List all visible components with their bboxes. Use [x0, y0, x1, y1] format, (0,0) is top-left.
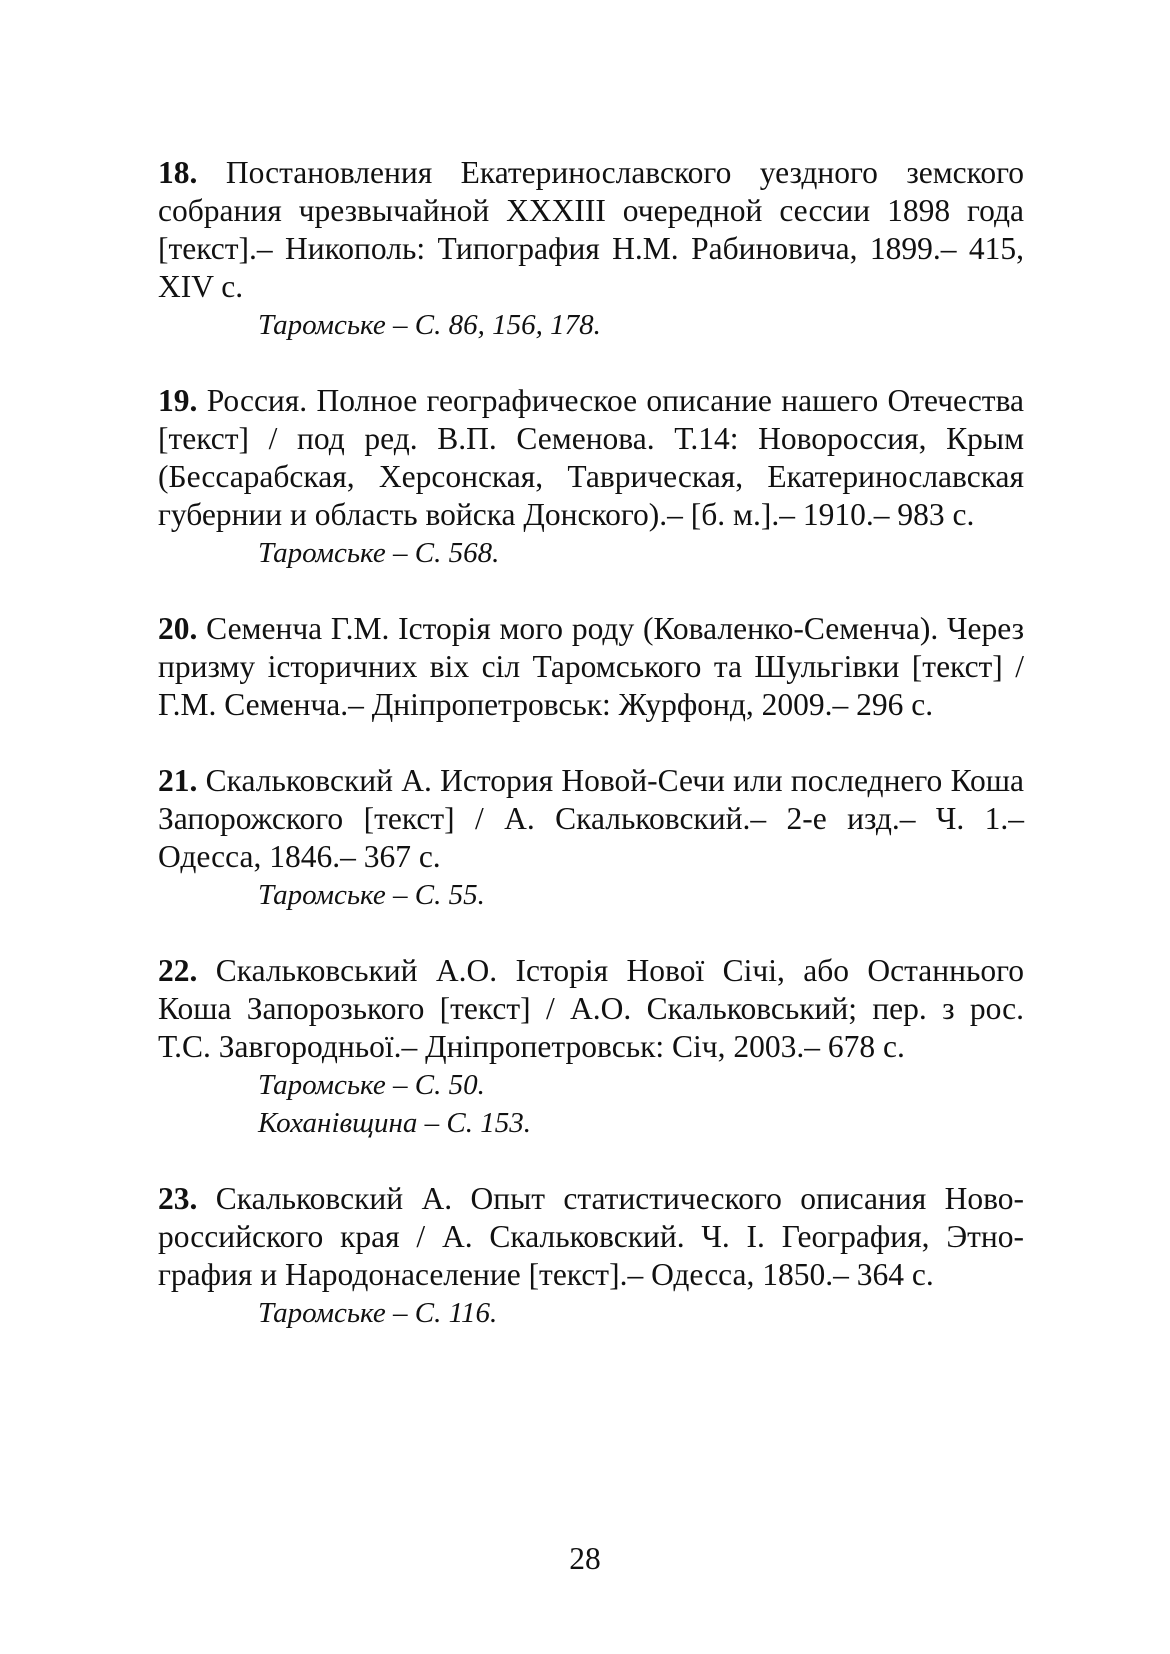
bibliography-entry-20 — [158, 610, 1024, 724]
entry-reference: Коханівщина – С. 153. — [258, 1107, 531, 1139]
entry-reference: Таромське – С. 50. — [258, 1069, 485, 1101]
entry-citation: Скальковский А. История Новой-Сечи или последнего Коша Запорожского [текст] / А. Скальковский.– 2-е изд.– Ч. 1.– Одесса, 1846.– 367 с. — [158, 763, 1024, 874]
entry-citation: Скальковский А. Опыт статистического описания Новороссийского края / А. Скальковский. Ч. І. География, Этнография и Народонаселение [текст].– Одесса, 1850.– 364 с. — [158, 1181, 1025, 1292]
entry-citation: Семенча Г.М. Історія мого роду (Коваленко-Семенча). Через призму історичних віх сіл Таромського та Шульгівки [текст] / Г.М. Семенча.– Дніпропетровськ: Журфонд, 2009.– 296 с. — [158, 611, 1025, 722]
bibliography-entry-23 — [158, 1180, 1024, 1332]
bibliography-entry-22 — [158, 952, 1024, 1142]
entry-citation: Россия. Полное географическое описание нашего Отечества [текст] / под ред. В.П. Семенова. Т.14: Новороссия, Крым (Бессарабская, Херсонская, Таврическая, Екатеринославская губернии и область войска Донского).– [б. м.].– 1910.– 983 с. — [158, 383, 1025, 532]
entry-reference: Таромське – С. 568. — [258, 537, 500, 569]
entry-number: 23. — [158, 1181, 198, 1216]
entry-text — [158, 1180, 1024, 1294]
bibliography-entry-19 — [158, 382, 1024, 572]
entry-reference: Таромське – С. 116. — [258, 1297, 498, 1329]
bibliography-entry-21 — [158, 762, 1024, 914]
entry-reference: Таромське – С. 86, 156, 178. — [258, 309, 601, 341]
entry-text — [158, 610, 1024, 724]
page-number: 28 — [569, 1541, 601, 1576]
bibliography-list — [158, 154, 1024, 1370]
entry-reference: Таромське – С. 55. — [258, 879, 485, 911]
entry-citation: Постановления Екатеринославского уездного земского собрания чрезвычайной XXXIII очередной сессии 1898 года [текст].– Никополь: Типография Н.М. Рабиновича, 1899.– 415, XIV с. — [158, 155, 1024, 304]
entry-text — [158, 762, 1024, 876]
entry-citation: Скальковський А.О. Історія Нової Січі, або Останнього Коша Запорозького [текст] / А.О. Скальковський; пер. з рос. Т.С. Завгородньої.– Дніпропетровськ: Січ, 2003.– 678 с. — [158, 953, 1024, 1064]
entry-number: 20. — [158, 611, 198, 646]
entry-text — [158, 952, 1024, 1066]
bibliography-entry-18 — [158, 154, 1024, 344]
entry-number: 22. — [158, 953, 198, 988]
entry-text — [158, 382, 1024, 534]
entry-number: 21. — [158, 763, 198, 798]
entry-number: 19. — [158, 383, 198, 418]
entry-text — [158, 154, 1024, 306]
entry-number: 18. — [158, 155, 198, 190]
